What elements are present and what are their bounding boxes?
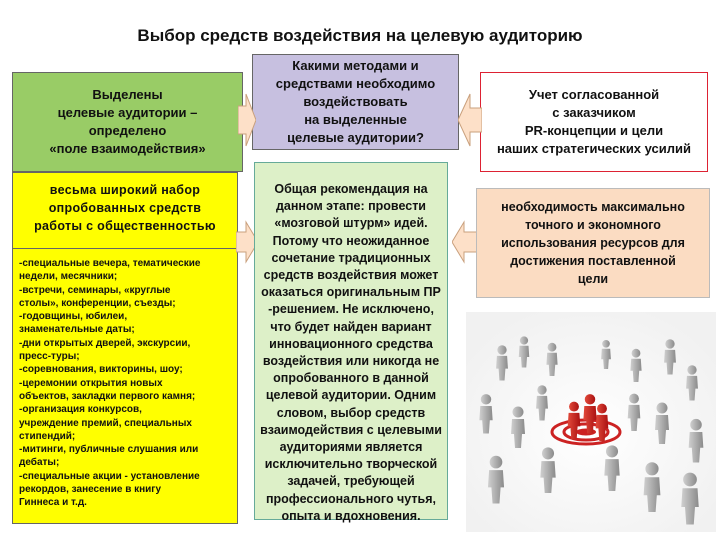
list-item: столы», конференции, съезды; [19,297,176,309]
arrow-left-icon [458,90,482,150]
need-line: необходимость максимально [501,200,685,214]
list-item: пресс-туры; [19,351,80,363]
resources-box [476,188,710,298]
tools-box [12,172,238,250]
concept-line: с заказчиком [552,105,636,120]
question-line: на выделенные [304,112,407,127]
concept-line: Учет согласованной [528,87,660,102]
reco-line: словом, выбор средств [276,405,426,420]
page-title: Выбор средств воздействия на целевую аудиторию [137,26,583,45]
question-line: средствами необходимо [275,76,436,91]
reco-line: инновационного средства [269,336,433,351]
tools-list-box [12,248,238,524]
list-item: -специальные акции - установление [19,470,200,482]
list-item: учреждение премий, специальных [19,417,192,429]
list-item: недели, месячники; [19,271,118,283]
reco-line: задачей, требующей [287,474,415,489]
list-item: рекордов, занесение в книгу [19,484,162,496]
concept-line: PR-концепции и цели [524,123,664,138]
list-item: знаменательные даты; [19,324,135,336]
recommendation-box [254,162,448,523]
question-box [252,54,459,150]
list-item: -митинги, публичные слушания или [19,444,199,456]
reco-line: аудиториями является [279,440,423,455]
target-line: определено [88,123,167,138]
arrow-left-icon [452,220,478,264]
arrow-right-icon [238,90,256,150]
target-line: целевые аудитории – [57,105,198,120]
need-line: точного и экономного [525,218,661,232]
reco-line: воздействия или никогда не [262,354,440,369]
reco-line: что будет найден вариант [270,319,432,334]
tools-line: опробованных средств [48,201,202,215]
list-item: Гиннеса и т.д. [19,497,87,509]
list-item: -специальные вечера, тематические [19,258,201,269]
crowd-with-target-icon [466,312,716,532]
list-item: -организация конкурсов, [19,404,142,416]
reco-line: профессионального чутья, [265,491,436,506]
reco-line: оказаться оригинальным ПР [261,285,441,300]
need-line: использования ресурсов для [501,236,685,250]
reco-line: -решением. Не исключено, [268,302,434,317]
tools-line: работы с общественностью [34,219,216,233]
list-item: стипендий; [19,430,76,442]
question-line: целевые аудитории? [287,130,424,145]
concept-box [480,72,708,172]
list-item: объектов, закладки первого камня; [19,390,196,402]
list-item: дебаты; [19,457,60,469]
reco-line: Общая рекомендация на [274,182,428,196]
reco-line: данном этапе: провести [275,199,426,214]
reco-line: целевой аудитории. Одним [265,388,437,403]
reco-line: Потому что неожиданное [272,233,430,248]
question-line: воздействовать [303,94,408,109]
target-audience-box [12,72,243,172]
reco-line: опыта и вдохновения. [281,508,421,523]
reco-line: исключительно творческой [264,457,438,472]
target-line: «поле взаимодействия» [49,141,206,156]
list-item: -соревнования, викторины, шоу; [19,364,183,376]
list-item: -церемонии открытия новых [19,377,163,389]
list-item: -встречи, семинары, «круглые [19,284,171,296]
tools-line: весьма широкий набор [49,183,201,197]
reco-line: опробованного в данной [273,371,429,386]
reco-line: взаимодействия с целевыми [260,422,442,437]
list-item: -годовщины, юбилеи, [19,311,128,323]
need-line: цели [577,272,609,286]
question-line: Какими методами и [292,58,419,73]
reco-line: средств воздействия может [263,268,439,283]
concept-line: наших стратегических усилий [496,141,692,156]
reco-line: «мозговой штурм» идей. [274,216,428,231]
reco-line: сочетание традиционных [271,250,431,265]
list-item: -дни открытых дверей, экскурсии, [19,337,191,349]
target-line: Выделены [92,87,163,102]
need-line: достижения поставленной [510,254,676,268]
